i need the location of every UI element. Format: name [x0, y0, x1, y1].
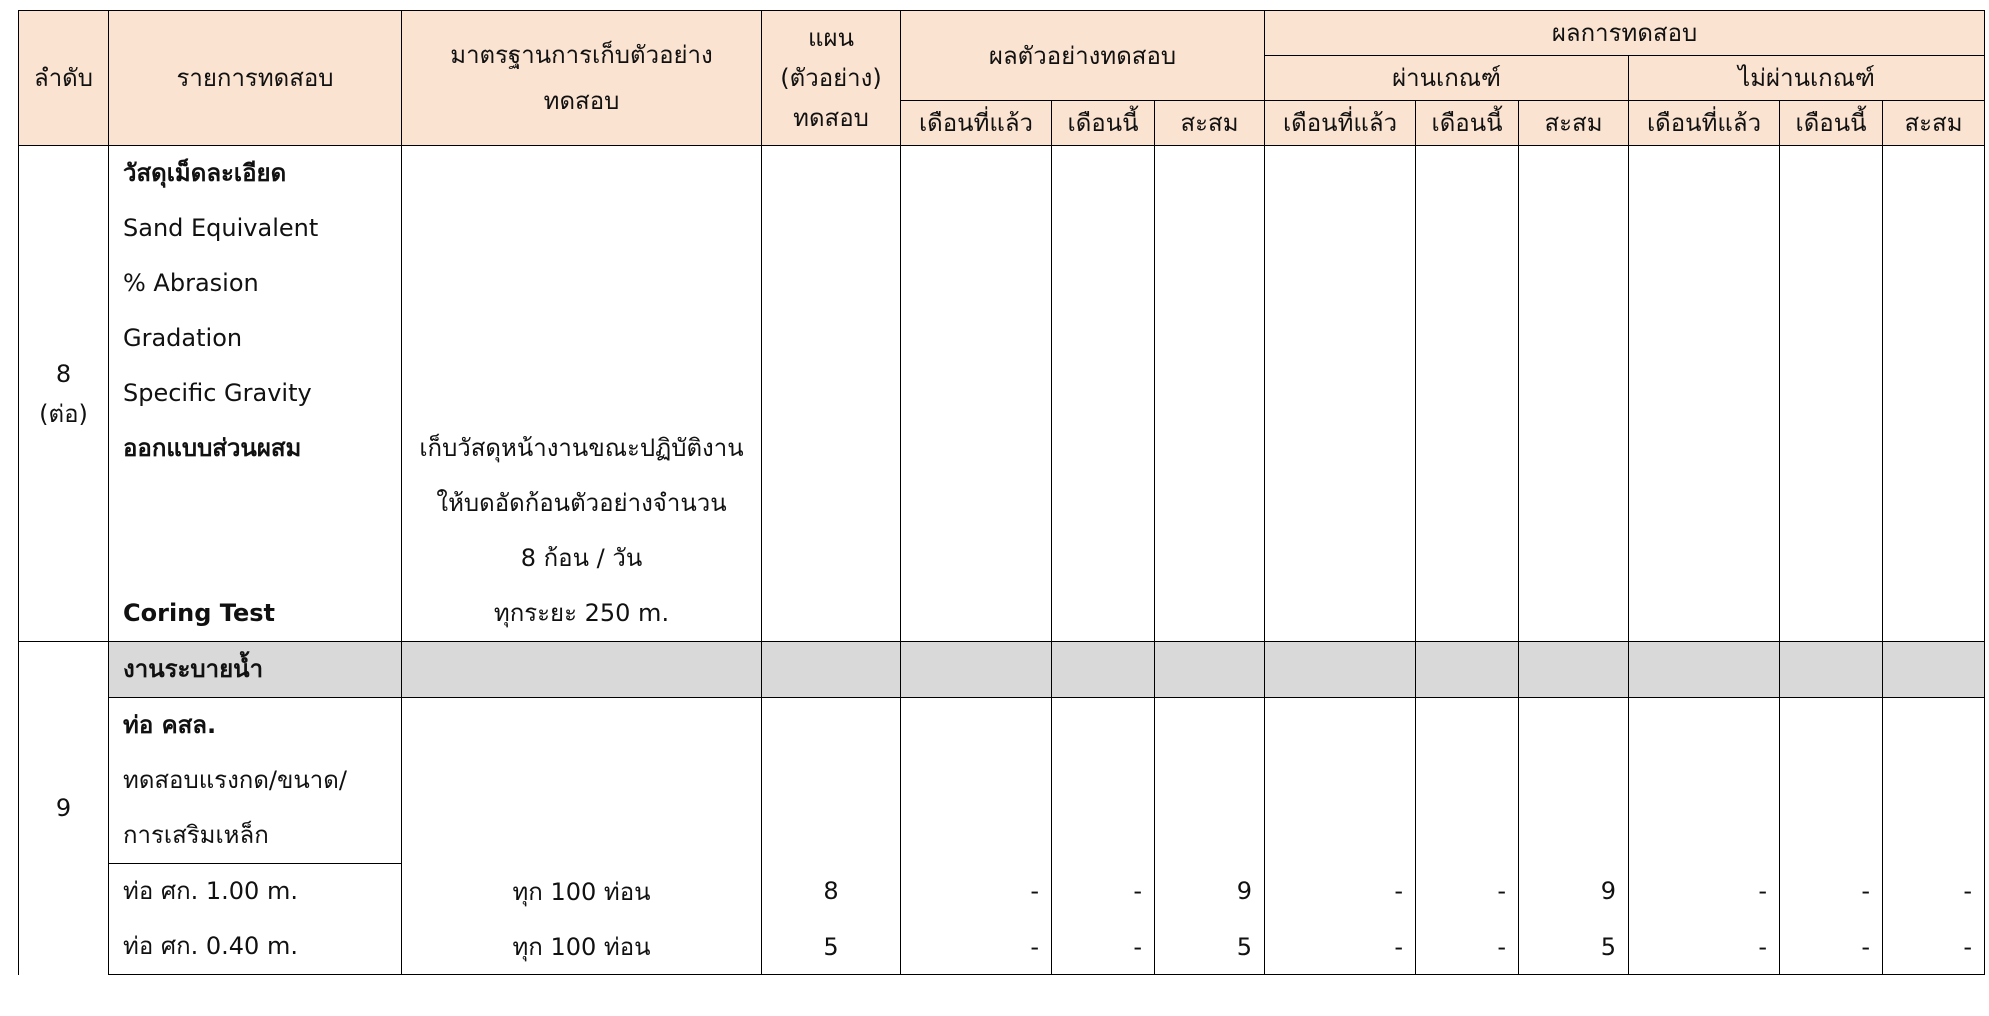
- row9-item-rc-pipe: ท่อ คสล.: [123, 711, 217, 739]
- pipe-fail-this: -: [1780, 919, 1883, 975]
- header-plan-line-1: แผน: [808, 24, 854, 52]
- row8-std-blank-4: [402, 311, 761, 366]
- header-sample-this-month: เดือนนี้: [1052, 101, 1155, 146]
- row8-pass-this: [1416, 146, 1519, 642]
- row9-desc-sample-last: [901, 698, 1052, 864]
- row9-group-pass-last: [1265, 642, 1416, 698]
- table-row: [19, 864, 1985, 920]
- row9-group-sample-cum: [1155, 642, 1265, 698]
- pipe-plan: 5: [762, 919, 901, 975]
- header-test-results: ผลการทดสอบ: [1265, 11, 1985, 56]
- pipe-sample-this: -: [1052, 919, 1155, 975]
- row8-standard-line-4: ทุกระยะ 250 m.: [493, 599, 670, 627]
- row9-group-fail-cum: [1883, 642, 1985, 698]
- pipe-standard: ทุก 100 ท่อน: [402, 864, 762, 920]
- header-pass-last-month: เดือนที่แล้ว: [1265, 101, 1416, 146]
- row8-item-abrasion: % Abrasion: [123, 269, 259, 297]
- pipe-pass-last: -: [1265, 864, 1416, 920]
- row8-items: [109, 146, 402, 642]
- row9-group-title-cell: [109, 642, 402, 698]
- pipe-plan: 8: [762, 864, 901, 920]
- row9-desc-fail-this: [1780, 698, 1883, 864]
- row8-item-blank-1: [109, 476, 401, 531]
- header-plan: [762, 11, 901, 146]
- table-row: [19, 919, 1985, 975]
- header-standard: [402, 11, 762, 146]
- pipe-standard: ทุก 100 ท่อน: [402, 919, 762, 975]
- row9-desc-cell: [109, 698, 402, 864]
- header-standard-line-1: มาตรฐานการเก็บตัวอย่าง: [450, 41, 713, 69]
- pipe-pass-last: -: [1265, 919, 1416, 975]
- pipe-name: ท่อ ศก. 1.00 m.: [123, 877, 298, 905]
- row9-group-sample-last: [901, 642, 1052, 698]
- row9-group-pass-cum: [1519, 642, 1629, 698]
- row9-desc-fail-last: [1629, 698, 1780, 864]
- row8-standard-line-2: ให้บดอัดก้อนตัวอย่างจำนวน: [436, 489, 727, 517]
- row8-fail-last: [1629, 146, 1780, 642]
- header-pass-this-month: เดือนนี้: [1416, 101, 1519, 146]
- pipe-name-cell: [109, 919, 402, 975]
- pipe-pass-cum: 5: [1519, 919, 1629, 975]
- row8-item-fine-aggregate: วัสดุเม็ดละเอียด: [123, 159, 287, 187]
- row9-item-test-line-1: ทดสอบแรงกด/ขนาด/: [123, 766, 347, 794]
- row8-number: [19, 146, 109, 642]
- row9-desc-sample-this: [1052, 698, 1155, 864]
- pipe-pass-this: -: [1416, 919, 1519, 975]
- row8-sample-cum: [1155, 146, 1265, 642]
- table-row-9-desc: [19, 698, 1985, 864]
- row9-desc-plan: [762, 698, 901, 864]
- row8-number-line-2: (ต่อ): [39, 399, 88, 428]
- row9-group-title: งานระบายน้ำ: [123, 655, 264, 683]
- row8-std-blank-1: [402, 146, 761, 201]
- row8-std-blank-3: [402, 256, 761, 311]
- header-sample-last-month: เดือนที่แล้ว: [901, 101, 1052, 146]
- header-fail-last-month: เดือนที่แล้ว: [1629, 101, 1780, 146]
- row8-sample-last: [901, 146, 1052, 642]
- row8-item-coring-test: Coring Test: [123, 599, 276, 627]
- header-plan-line-3: ทดสอบ: [793, 104, 869, 132]
- table-header: [19, 11, 1985, 146]
- row8-item-specific-gravity: Specific Gravity: [123, 379, 312, 407]
- row9-desc-standard: [402, 698, 762, 864]
- row9-group-pass-this: [1416, 642, 1519, 698]
- pipe-pass-this: -: [1416, 864, 1519, 920]
- pipe-fail-cum: -: [1883, 919, 1985, 975]
- row9-group-standard: [402, 642, 762, 698]
- row8-number-line-1: 8: [55, 359, 72, 388]
- pipe-sample-cum: 5: [1155, 919, 1265, 975]
- pipe-sample-this: -: [1052, 864, 1155, 920]
- row8-standard-line-1: เก็บวัสดุหน้างานขณะปฏิบัติงาน: [419, 434, 744, 462]
- pipe-name-cell: [109, 864, 402, 920]
- header-item: รายการทดสอบ: [109, 11, 402, 146]
- header-no: ลำดับ: [19, 11, 109, 146]
- row9-item-test-line-2: การเสริมเหล็ก: [123, 821, 269, 849]
- row9-number: 9: [19, 642, 109, 975]
- row8-standard-line-3: 8 ก้อน / วัน: [520, 544, 643, 572]
- row8-pass-cum: [1519, 146, 1629, 642]
- row9-desc-pass-cum: [1519, 698, 1629, 864]
- header-fail: ไม่ผ่านเกณฑ์: [1629, 56, 1985, 101]
- row9-desc-pass-last: [1265, 698, 1416, 864]
- row9-desc-fail-cum: [1883, 698, 1985, 864]
- header-pass: ผ่านเกณฑ์: [1265, 56, 1629, 101]
- header-plan-line-2: (ตัวอย่าง): [780, 64, 882, 92]
- row8-item-blank-2: [109, 531, 401, 586]
- header-fail-cumulative: สะสม: [1883, 101, 1985, 146]
- pipe-fail-last: -: [1629, 919, 1780, 975]
- header-standard-line-2: ทดสอบ: [543, 87, 620, 115]
- row8-standard: [402, 146, 762, 642]
- pipe-name: ท่อ ศก. 0.40 m.: [123, 932, 298, 960]
- row8-item-sand-equivalent: Sand Equivalent: [123, 214, 319, 242]
- row9-desc-sample-cum: [1155, 698, 1265, 864]
- row8-sample-this: [1052, 146, 1155, 642]
- row9-desc-pass-this: [1416, 698, 1519, 864]
- header-sample-results: ผลตัวอย่างทดสอบ: [901, 11, 1265, 101]
- pipe-fail-cum: -: [1883, 864, 1985, 920]
- test-results-table: [18, 10, 1985, 975]
- row9-group-fail-this: [1780, 642, 1883, 698]
- pipe-sample-last: -: [901, 864, 1052, 920]
- row8-std-blank-2: [402, 201, 761, 256]
- row8-plan: [762, 146, 901, 642]
- row8-item-mix-design: ออกแบบส่วนผสม: [123, 434, 302, 462]
- pipe-sample-last: -: [901, 919, 1052, 975]
- row9-group-fail-last: [1629, 642, 1780, 698]
- pipe-fail-this: -: [1780, 864, 1883, 920]
- row8-std-blank-5: [402, 366, 761, 421]
- row9-group-plan: [762, 642, 901, 698]
- pipe-sample-cum: 9: [1155, 864, 1265, 920]
- row8-fail-cum: [1883, 146, 1985, 642]
- row9-group-sample-this: [1052, 642, 1155, 698]
- row8-pass-last: [1265, 146, 1416, 642]
- row8-fail-this: [1780, 146, 1883, 642]
- row8-item-gradation: Gradation: [123, 324, 243, 352]
- header-fail-this-month: เดือนนี้: [1780, 101, 1883, 146]
- table-row-8: [19, 146, 1985, 642]
- pipe-pass-cum: 9: [1519, 864, 1629, 920]
- pipe-fail-last: -: [1629, 864, 1780, 920]
- header-pass-cumulative: สะสม: [1519, 101, 1629, 146]
- table-row-9-group: [19, 642, 1985, 698]
- header-sample-cumulative: สะสม: [1155, 101, 1265, 146]
